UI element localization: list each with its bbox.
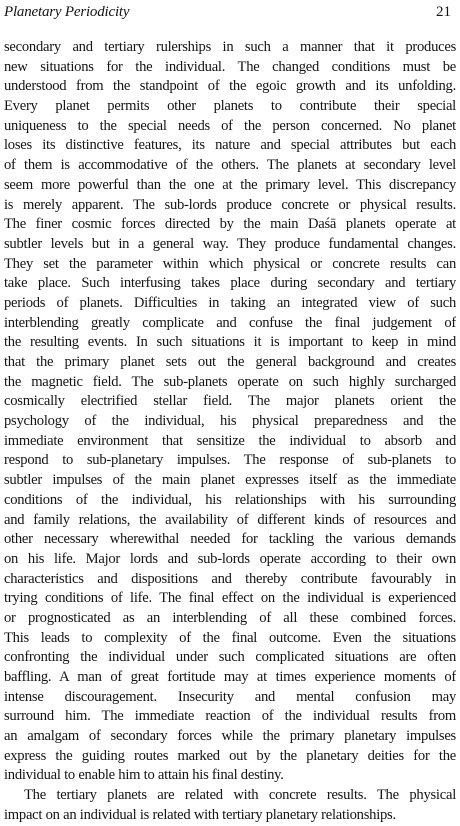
- paragraph: [4, 786, 456, 825]
- text-line: cosmically electrified stellar field. The major planets orient the: [4, 393, 456, 410]
- text-line: that the primary planet sets out the general background and creates: [4, 354, 456, 370]
- text-line: individual to enable him to attain his final destiny.: [4, 767, 284, 784]
- text-line: Every planet permits other planets to contribute their special: [4, 98, 456, 115]
- text-line: of them is accommodative of the others. The planets at secondary level: [4, 157, 456, 174]
- text-line: an amalgam of secondary forces while the primary planetary impulses: [4, 728, 456, 745]
- text-line: seem more powerful than the one at the primary level. This discrepancy: [4, 176, 456, 193]
- text-line: immediate environment that sensitize the individual to absorb and: [4, 432, 456, 449]
- text-line: periods of planets. Difficulties in taking an integrated view of such: [4, 294, 456, 311]
- text-line: the magnetic field. The sub-planets operate on such highly surcharged: [4, 373, 456, 390]
- text-line: or prognosticated as an interblending of all these combined forces.: [4, 609, 456, 626]
- text-line: take place. Such interfusing takes place during secondary and tertiary: [4, 275, 456, 292]
- text-line: characteristics and dispositions and thereby contribute favourably in: [4, 570, 456, 587]
- text-line: the resulting events. In such situations it is important to keep in mind: [4, 334, 456, 351]
- body-text: [4, 38, 456, 826]
- text-line: express the guiding routes marked out by the planetary deities for the: [4, 747, 456, 764]
- text-line: other necessary wherewithal needed for tackling the various demands: [4, 531, 456, 548]
- text-line: impact on an individual is related with tertiary planetary relationships.: [4, 806, 396, 823]
- text-line: subtler impulses of the main planet expresses itself as the immediate: [4, 472, 456, 489]
- text-line: They set the parameter within which physical or concrete results can: [4, 255, 456, 272]
- text-line: is merely apparent. The sub-lords produce concrete or physical results.: [4, 196, 456, 213]
- text-line: loses its distinctive features, its nature and special attributes but each: [4, 137, 456, 154]
- text-line: The finer cosmic forces directed by the main Daśā planets operate at: [4, 216, 456, 233]
- text-line: on his life. Major lords and sub-lords operate according to their own: [4, 550, 456, 567]
- text-line: new situations for the individual. The changed conditions must be: [4, 58, 456, 75]
- text-line: and family relations, the availability of different kinds of resources and: [4, 511, 456, 528]
- text-line: respond to sub-planetary impulses. The response of sub-planets to: [4, 452, 456, 469]
- text-line: understood from the standpoint of the egoic growth and its unfolding.: [4, 78, 456, 95]
- text-line: secondary and tertiary rulerships in such a manner that it produces: [4, 39, 456, 55]
- paragraph: [4, 38, 456, 786]
- text-line: surround him. The immediate reaction of the individual results from: [4, 708, 456, 725]
- text-line: uniqueness to the special needs of the person concerned. No planet: [4, 117, 456, 134]
- text-line: This leads to complexity of the final outcome. Even the situations: [4, 629, 456, 646]
- text-line: conditions of the individual, his relationships with his surrounding: [4, 491, 456, 508]
- text-line: The tertiary planets are related with concrete results. The physical: [24, 787, 456, 804]
- text-line: interblending greatly complicate and confuse the final judgement of: [4, 314, 456, 331]
- text-line: intense discouragement. Insecurity and mental confusion may: [4, 688, 456, 705]
- text-line: psychology of the individual, his physical preparedness and the: [4, 413, 456, 430]
- page-number: 21: [436, 4, 451, 20]
- text-line: subtler levels but in a general way. They produce fundamental changes.: [4, 235, 456, 252]
- text-line: trying conditions of life. The final effect on the individual is experienced: [4, 590, 456, 607]
- running-title: Planetary Periodicity: [4, 4, 130, 20]
- text-line: baffling. A man of great fortitude may at times experience moments of: [4, 669, 456, 685]
- text-line: confronting the individual under such complicated situations are often: [4, 649, 456, 666]
